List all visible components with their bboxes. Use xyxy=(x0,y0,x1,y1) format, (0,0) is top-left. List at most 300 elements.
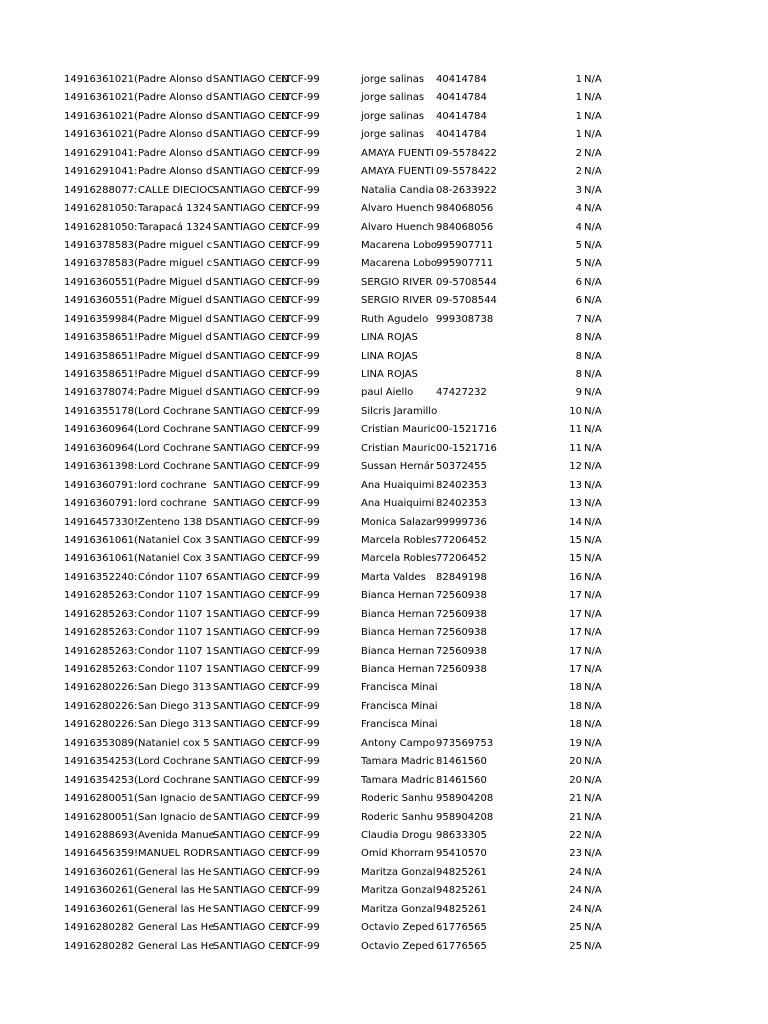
address-cell: Nataniel Cox 3 xyxy=(138,534,212,546)
contact-name-cell: LINA ROJAS xyxy=(361,350,418,362)
city-cell: SANTIAGO CEN xyxy=(213,387,290,399)
code-cell: LTCF-99 xyxy=(281,424,320,436)
city-cell: SANTIAGO CEN xyxy=(213,369,290,380)
code-cell: LTCF-99 xyxy=(281,590,320,602)
status-cell: N/A xyxy=(584,645,602,657)
city-cell: SANTIAGO CEN xyxy=(213,940,290,952)
contact-name-cell: Tamara Madric xyxy=(361,774,435,786)
group-number-cell: 15 xyxy=(569,534,582,546)
address-cell: Padre Miguel d xyxy=(138,276,212,288)
phone-cell: 94825261 xyxy=(436,866,487,878)
record-id-cell: 14916355178( xyxy=(64,405,138,417)
code-cell: LTCF-99 xyxy=(281,664,320,675)
city-cell: SANTIAGO CEN xyxy=(213,239,290,251)
code-cell: LTCF-99 xyxy=(281,442,320,454)
contact-name-cell: Bianca Hernan xyxy=(361,590,435,602)
status-cell: N/A xyxy=(584,516,602,528)
group-number-cell: 23 xyxy=(569,848,582,860)
code-cell: LTCF-99 xyxy=(281,940,320,952)
city-cell: SANTIAGO CEN xyxy=(213,166,290,178)
status-cell: N/A xyxy=(584,922,602,934)
address-cell: Tarapacá 1324 xyxy=(138,203,212,215)
group-number-cell: 11 xyxy=(569,424,582,436)
contact-name-cell: jorge salinas xyxy=(361,129,425,141)
city-cell: SANTIAGO CEN xyxy=(213,922,290,934)
city-cell: SANTIAGO CEN xyxy=(213,664,290,675)
address-cell: General las He xyxy=(138,903,212,915)
city-cell: SANTIAGO CEN xyxy=(213,516,290,528)
table-row xyxy=(0,587,768,605)
contact-name-cell: AMAYA FUENTI xyxy=(361,166,434,178)
address-cell: Padre Miguel d xyxy=(138,332,212,344)
phone-cell: 40414784 xyxy=(436,74,487,85)
contact-name-cell: Bianca Hernan xyxy=(361,664,435,675)
contact-name-cell: Silcris Jaramillo xyxy=(361,405,438,417)
status-cell: N/A xyxy=(584,719,602,731)
city-cell: SANTIAGO CEN xyxy=(213,793,290,805)
table-row xyxy=(0,89,768,107)
code-cell: LTCF-99 xyxy=(281,737,320,749)
city-cell: SANTIAGO CEN xyxy=(213,848,290,860)
city-cell: SANTIAGO CEN xyxy=(213,553,290,565)
table-row xyxy=(0,901,768,919)
address-cell: Lord Cochrane xyxy=(138,756,211,768)
group-number-cell: 22 xyxy=(569,829,582,841)
status-cell: N/A xyxy=(584,276,602,288)
group-number-cell: 17 xyxy=(569,627,582,639)
contact-name-cell: Francisca Minai xyxy=(361,719,438,731)
group-number-cell: 21 xyxy=(569,811,582,823)
address-cell: General las He xyxy=(138,885,212,897)
address-cell: Padre Miguel d xyxy=(138,295,212,307)
table-row xyxy=(0,219,768,237)
record-id-cell: 14916280226: xyxy=(64,700,138,712)
status-cell: N/A xyxy=(584,498,602,510)
address-cell: Lord Cochrane xyxy=(138,424,211,436)
group-number-cell: 17 xyxy=(569,590,582,602)
address-cell: Condor 1107 1 xyxy=(138,664,213,675)
contact-name-cell: SERGIO RIVER xyxy=(361,295,433,307)
address-cell: Padre Alonso d xyxy=(138,110,213,122)
status-cell: N/A xyxy=(584,147,602,159)
code-cell: LTCF-99 xyxy=(281,203,320,215)
city-cell: SANTIAGO CEN xyxy=(213,534,290,546)
record-id-cell: 14916361021( xyxy=(64,74,138,85)
address-cell: Nataniel Cox 3 xyxy=(138,553,212,565)
address-cell: Padre miguel c xyxy=(138,239,213,251)
record-id-cell: 14916361021( xyxy=(64,110,138,122)
phone-cell: 82402353 xyxy=(436,479,487,491)
phone-cell: 72560938 xyxy=(436,645,487,657)
group-number-cell: 14 xyxy=(569,516,582,528)
contact-name-cell: Monica Salazar xyxy=(361,516,437,528)
city-cell: SANTIAGO CEN xyxy=(213,203,290,215)
phone-cell: 77206452 xyxy=(436,553,487,565)
status-cell: N/A xyxy=(584,221,602,233)
record-id-cell: 14916354253( xyxy=(64,756,138,768)
phone-cell: 999308738 xyxy=(436,313,494,325)
record-id-cell: 14916280051( xyxy=(64,793,138,805)
record-id-cell: 14916456359! xyxy=(64,848,138,860)
group-number-cell: 21 xyxy=(569,793,582,805)
city-cell: SANTIAGO CEN xyxy=(213,498,290,510)
status-cell: N/A xyxy=(584,737,602,749)
contact-name-cell: LINA ROJAS xyxy=(361,332,418,344)
status-cell: N/A xyxy=(584,774,602,786)
code-cell: LTCF-99 xyxy=(281,129,320,141)
contact-name-cell: Tamara Madric xyxy=(361,756,435,768)
group-number-cell: 8 xyxy=(575,332,582,344)
table-row xyxy=(0,569,768,587)
contact-name-cell: Ana Huaiquimi xyxy=(361,498,435,510)
contact-name-cell: Octavio Zeped xyxy=(361,940,435,952)
code-cell: LTCF-99 xyxy=(281,387,320,399)
code-cell: LTCF-99 xyxy=(281,848,320,860)
record-id-cell: 14916285263: xyxy=(64,645,138,657)
record-id-cell: 14916360551( xyxy=(64,276,138,288)
contact-name-cell: Bianca Hernan xyxy=(361,645,435,657)
address-cell: Condor 1107 1 xyxy=(138,645,213,657)
record-id-cell: 14916360964( xyxy=(64,424,138,436)
contact-name-cell: Alvaro Huench xyxy=(361,221,435,233)
record-id-cell: 14916354253( xyxy=(64,774,138,786)
group-number-cell: 17 xyxy=(569,608,582,620)
city-cell: SANTIAGO CEN xyxy=(213,461,290,473)
status-cell: N/A xyxy=(584,110,602,122)
record-id-cell: 14916361021( xyxy=(64,92,138,104)
table-row xyxy=(0,864,768,882)
group-number-cell: 25 xyxy=(569,940,582,952)
table-row xyxy=(0,753,768,771)
group-number-cell: 3 xyxy=(575,184,582,196)
group-number-cell: 15 xyxy=(569,553,582,565)
address-cell: Lord Cochrane xyxy=(138,405,211,417)
table-row xyxy=(0,108,768,126)
record-id-cell: 14916358651! xyxy=(64,369,138,380)
table-row xyxy=(0,237,768,255)
phone-cell: 09-5578422 xyxy=(436,147,497,159)
address-cell: Padre Miguel d xyxy=(138,313,212,325)
table-row xyxy=(0,145,768,163)
spreadsheet-table xyxy=(0,71,768,956)
record-id-cell: 14916360261( xyxy=(64,866,138,878)
record-id-cell: 14916378583( xyxy=(64,258,138,270)
record-id-cell: 14916360791: xyxy=(64,479,138,491)
contact-name-cell: SERGIO RIVER xyxy=(361,276,433,288)
table-row xyxy=(0,735,768,753)
table-row xyxy=(0,255,768,273)
group-number-cell: 20 xyxy=(569,756,582,768)
phone-cell: 958904208 xyxy=(436,793,494,805)
phone-cell: 00-1521716 xyxy=(436,424,497,436)
city-cell: SANTIAGO CEN xyxy=(213,700,290,712)
status-cell: N/A xyxy=(584,664,602,675)
table-row xyxy=(0,772,768,790)
table-row xyxy=(0,458,768,476)
group-number-cell: 25 xyxy=(569,922,582,934)
city-cell: SANTIAGO CEN xyxy=(213,756,290,768)
phone-cell: 61776565 xyxy=(436,922,487,934)
address-cell: Lord Cochrane xyxy=(138,774,211,786)
city-cell: SANTIAGO CEN xyxy=(213,737,290,749)
phone-cell: 94825261 xyxy=(436,903,487,915)
city-cell: SANTIAGO CEN xyxy=(213,221,290,233)
table-row xyxy=(0,126,768,144)
record-id-cell: 14916360551( xyxy=(64,295,138,307)
phone-cell: 72560938 xyxy=(436,627,487,639)
contact-name-cell: Macarena Lobo xyxy=(361,258,438,270)
phone-cell: 40414784 xyxy=(436,129,487,141)
address-cell: San Diego 313 xyxy=(138,700,212,712)
code-cell: LTCF-99 xyxy=(281,627,320,639)
phone-cell: 82849198 xyxy=(436,571,487,583)
city-cell: SANTIAGO CEN xyxy=(213,350,290,362)
contact-name-cell: Claudia Drogu xyxy=(361,829,433,841)
record-id-cell: 14916280226: xyxy=(64,682,138,694)
group-number-cell: 1 xyxy=(575,92,582,104)
contact-name-cell: Omid Khorram xyxy=(361,848,434,860)
group-number-cell: 1 xyxy=(575,110,582,122)
city-cell: SANTIAGO CEN xyxy=(213,147,290,159)
table-row xyxy=(0,329,768,347)
contact-name-cell: Alvaro Huench xyxy=(361,203,435,215)
table-row xyxy=(0,514,768,532)
group-number-cell: 2 xyxy=(575,166,582,178)
address-cell: Condor 1107 1 xyxy=(138,608,213,620)
table-row xyxy=(0,827,768,845)
code-cell: LTCF-99 xyxy=(281,719,320,731)
address-cell: Zenteno 138 D xyxy=(138,516,214,528)
code-cell: LTCF-99 xyxy=(281,110,320,122)
table-row xyxy=(0,311,768,329)
phone-cell: 72560938 xyxy=(436,590,487,602)
status-cell: N/A xyxy=(584,866,602,878)
code-cell: LTCF-99 xyxy=(281,793,320,805)
address-cell: Padre Alonso d xyxy=(138,147,213,159)
status-cell: N/A xyxy=(584,369,602,380)
contact-name-cell: Bianca Hernan xyxy=(361,627,435,639)
status-cell: N/A xyxy=(584,793,602,805)
status-cell: N/A xyxy=(584,885,602,897)
record-id-cell: 14916360791: xyxy=(64,498,138,510)
table-row xyxy=(0,477,768,495)
contact-name-cell: Francisca Minai xyxy=(361,682,438,694)
table-row xyxy=(0,716,768,734)
code-cell: LTCF-99 xyxy=(281,608,320,620)
city-cell: SANTIAGO CEN xyxy=(213,866,290,878)
record-id-cell: 14916457330! xyxy=(64,516,138,528)
phone-cell: 72560938 xyxy=(436,608,487,620)
status-cell: N/A xyxy=(584,350,602,362)
address-cell: CALLE DIECIOC xyxy=(138,184,215,196)
address-cell: San Diego 313 xyxy=(138,682,212,694)
status-cell: N/A xyxy=(584,203,602,215)
table-row xyxy=(0,440,768,458)
group-number-cell: 6 xyxy=(575,276,582,288)
contact-name-cell: Francisca Minai xyxy=(361,700,438,712)
address-cell: Padre Alonso d xyxy=(138,166,213,178)
group-number-cell: 12 xyxy=(569,461,582,473)
contact-name-cell: Macarena Lobo xyxy=(361,239,438,251)
phone-cell: 09-5708544 xyxy=(436,276,497,288)
status-cell: N/A xyxy=(584,239,602,251)
city-cell: SANTIAGO CEN xyxy=(213,627,290,639)
city-cell: SANTIAGO CEN xyxy=(213,74,290,85)
record-id-cell: 14916360261( xyxy=(64,885,138,897)
group-number-cell: 13 xyxy=(569,498,582,510)
record-id-cell: 14916291041: xyxy=(64,166,138,178)
code-cell: LTCF-99 xyxy=(281,553,320,565)
code-cell: LTCF-99 xyxy=(281,645,320,657)
phone-cell: 81461560 xyxy=(436,756,487,768)
group-number-cell: 4 xyxy=(575,221,582,233)
address-cell: lord cochrane xyxy=(138,479,207,491)
phone-cell: 40414784 xyxy=(436,110,487,122)
record-id-cell: 14916280226: xyxy=(64,719,138,731)
group-number-cell: 13 xyxy=(569,479,582,491)
code-cell: LTCF-99 xyxy=(281,903,320,915)
record-id-cell: 14916358651! xyxy=(64,332,138,344)
address-cell: Cóndor 1107 6 xyxy=(138,571,213,583)
record-id-cell: 14916285263: xyxy=(64,627,138,639)
status-cell: N/A xyxy=(584,387,602,399)
record-id-cell: 14916285263: xyxy=(64,590,138,602)
address-cell: Padre Alonso d xyxy=(138,74,213,85)
status-cell: N/A xyxy=(584,553,602,565)
code-cell: LTCF-99 xyxy=(281,829,320,841)
city-cell: SANTIAGO CEN xyxy=(213,110,290,122)
phone-cell: 984068056 xyxy=(436,221,494,233)
city-cell: SANTIAGO CEN xyxy=(213,590,290,602)
record-id-cell: 14916291041: xyxy=(64,147,138,159)
status-cell: N/A xyxy=(584,461,602,473)
address-cell: General Las He xyxy=(138,940,215,952)
address-cell: Padre Alonso d xyxy=(138,92,213,104)
city-cell: SANTIAGO CEN xyxy=(213,903,290,915)
code-cell: LTCF-99 xyxy=(281,756,320,768)
record-id-cell: 14916280282 xyxy=(64,940,134,952)
contact-name-cell: Roderic Sanhu xyxy=(361,793,434,805)
record-id-cell: 14916361021( xyxy=(64,129,138,141)
record-id-cell: 14916280282 xyxy=(64,922,134,934)
record-id-cell: 14916359984( xyxy=(64,313,138,325)
phone-cell: 973569753 xyxy=(436,737,494,749)
group-number-cell: 5 xyxy=(575,239,582,251)
contact-name-cell: jorge salinas xyxy=(361,74,425,85)
status-cell: N/A xyxy=(584,313,602,325)
group-number-cell: 18 xyxy=(569,719,582,731)
code-cell: LTCF-99 xyxy=(281,166,320,178)
status-cell: N/A xyxy=(584,700,602,712)
group-number-cell: 24 xyxy=(569,903,582,915)
code-cell: LTCF-99 xyxy=(281,461,320,473)
group-number-cell: 7 xyxy=(575,313,582,325)
record-id-cell: 14916288077: xyxy=(64,184,138,196)
city-cell: SANTIAGO CEN xyxy=(213,829,290,841)
status-cell: N/A xyxy=(584,590,602,602)
contact-name-cell: jorge salinas xyxy=(361,110,425,122)
address-cell: San Ignacio de xyxy=(138,793,212,805)
record-id-cell: 14916280051( xyxy=(64,811,138,823)
code-cell: LTCF-99 xyxy=(281,258,320,270)
record-id-cell: 14916285263: xyxy=(64,608,138,620)
code-cell: LTCF-99 xyxy=(281,682,320,694)
phone-cell: 984068056 xyxy=(436,203,494,215)
phone-cell: 77206452 xyxy=(436,534,487,546)
contact-name-cell: Marta Valdes xyxy=(361,571,426,583)
contact-name-cell: paul Aiello xyxy=(361,387,414,399)
city-cell: SANTIAGO CEN xyxy=(213,424,290,436)
table-row xyxy=(0,919,768,937)
city-cell: SANTIAGO CEN xyxy=(213,295,290,307)
contact-name-cell: Sussan Hernár xyxy=(361,461,434,473)
table-row xyxy=(0,882,768,900)
contact-name-cell: Ruth Agudelo xyxy=(361,313,429,325)
record-id-cell: 14916360964( xyxy=(64,442,138,454)
city-cell: SANTIAGO CEN xyxy=(213,719,290,731)
status-cell: N/A xyxy=(584,442,602,454)
table-row xyxy=(0,790,768,808)
table-row xyxy=(0,679,768,697)
group-number-cell: 8 xyxy=(575,369,582,380)
code-cell: LTCF-99 xyxy=(281,774,320,786)
code-cell: LTCF-99 xyxy=(281,295,320,307)
city-cell: SANTIAGO CEN xyxy=(213,608,290,620)
code-cell: LTCF-99 xyxy=(281,700,320,712)
contact-name-cell: Cristian Mauric xyxy=(361,424,436,436)
city-cell: SANTIAGO CEN xyxy=(213,276,290,288)
city-cell: SANTIAGO CEN xyxy=(213,571,290,583)
city-cell: SANTIAGO CEN xyxy=(213,184,290,196)
address-cell: Condor 1107 1 xyxy=(138,627,213,639)
status-cell: N/A xyxy=(584,424,602,436)
group-number-cell: 17 xyxy=(569,645,582,657)
table-row xyxy=(0,643,768,661)
group-number-cell: 11 xyxy=(569,442,582,454)
phone-cell: 958904208 xyxy=(436,811,494,823)
address-cell: Padre Alonso d xyxy=(138,129,213,141)
phone-cell: 82402353 xyxy=(436,498,487,510)
group-number-cell: 17 xyxy=(569,664,582,675)
contact-name-cell: Maritza Gonzal xyxy=(361,885,436,897)
contact-name-cell: LINA ROJAS xyxy=(361,369,418,380)
phone-cell: 61776565 xyxy=(436,940,487,952)
phone-cell: 00-1521716 xyxy=(436,442,497,454)
phone-cell: 995907711 xyxy=(436,239,494,251)
contact-name-cell: Marcela Robles xyxy=(361,553,437,565)
record-id-cell: 14916358651! xyxy=(64,350,138,362)
code-cell: LTCF-99 xyxy=(281,184,320,196)
status-cell: N/A xyxy=(584,608,602,620)
status-cell: N/A xyxy=(584,571,602,583)
address-cell: General las He xyxy=(138,866,212,878)
contact-name-cell: Natalia Candia xyxy=(361,184,435,196)
status-cell: N/A xyxy=(584,92,602,104)
group-number-cell: 16 xyxy=(569,571,582,583)
status-cell: N/A xyxy=(584,258,602,270)
group-number-cell: 2 xyxy=(575,147,582,159)
contact-name-cell: Cristian Mauric xyxy=(361,442,436,454)
city-cell: SANTIAGO CEN xyxy=(213,92,290,104)
table-row xyxy=(0,661,768,679)
status-cell: N/A xyxy=(584,903,602,915)
address-cell: Padre Miguel d xyxy=(138,350,212,362)
phone-cell: 995907711 xyxy=(436,258,494,270)
table-row xyxy=(0,384,768,402)
table-row xyxy=(0,624,768,642)
contact-name-cell: Maritza Gonzal xyxy=(361,903,436,915)
code-cell: LTCF-99 xyxy=(281,350,320,362)
